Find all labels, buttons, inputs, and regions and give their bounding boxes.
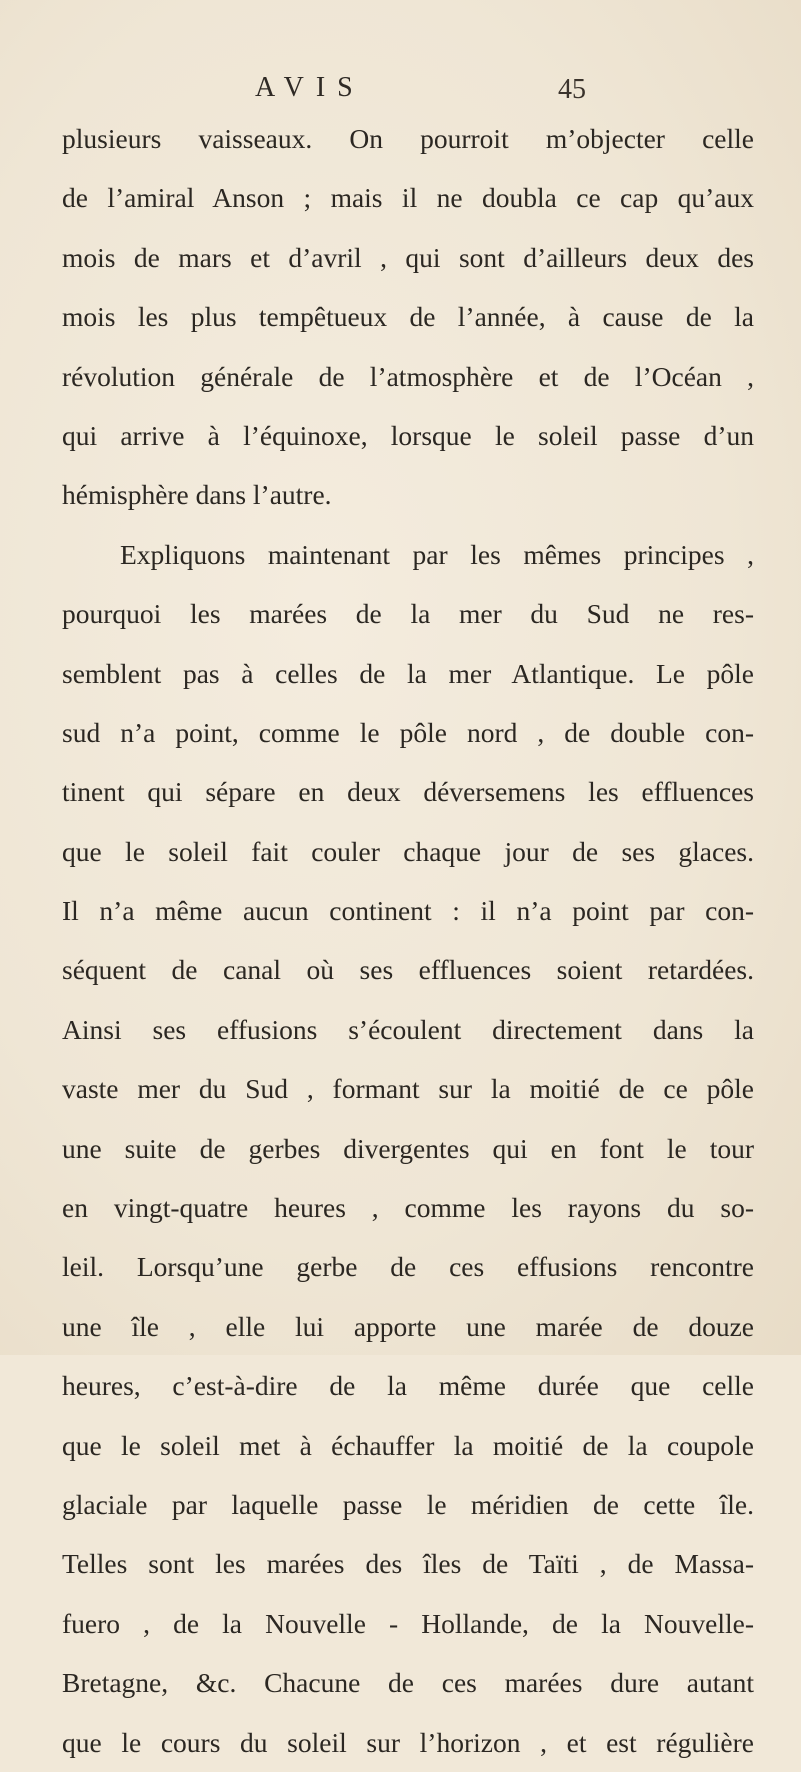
text-line: qui arrive à l’équinoxe, lorsque le soleil passe d’un xyxy=(62,419,754,451)
text-line: Expliquons maintenant par les mêmes principes , xyxy=(120,538,754,570)
text-line: pourquoi les marées de la mer du Sud ne res- xyxy=(62,598,754,630)
text-line: semblent pas à celles de la mer Atlantique. Le pôle xyxy=(62,657,754,689)
text-line: Telles sont les marées des îles de Taïti , de Massa- xyxy=(62,1548,754,1580)
text-line: vaste mer du Sud , formant sur la moitié de ce pôle xyxy=(62,1073,754,1105)
running-head: AVIS xyxy=(255,72,365,103)
text-line: hémisphère dans l’autre. xyxy=(62,479,332,511)
text-line: sud n’a point, comme le pôle nord , de double con- xyxy=(62,716,754,748)
text-line: leil. Lorsqu’une gerbe de ces effusions rencontre xyxy=(62,1251,754,1283)
text-line: fuero , de la Nouvelle - Hollande, de la Nouvelle- xyxy=(62,1607,754,1639)
text-line: que le cours du soleil sur l’horizon , et est régulière xyxy=(62,1726,754,1758)
body-text xyxy=(62,109,754,1772)
text-line: tinent qui sépare en deux déversemens les effluences xyxy=(62,776,754,808)
text-line: mois de mars et d’avril , qui sont d’ailleurs deux des xyxy=(62,241,754,273)
text-line: Il n’a même aucun continent : il n’a point par con- xyxy=(62,895,754,927)
text-line: que le soleil fait couler chaque jour de ses glaces. xyxy=(62,835,754,867)
text-line: que le soleil met à échauffer la moitié de la coupole xyxy=(62,1429,754,1461)
text-line: de l’amiral Anson ; mais il ne doubla ce cap qu’aux xyxy=(62,182,754,214)
text-line: mois les plus tempêtueux de l’année, à cause de la xyxy=(62,301,754,333)
text-line: révolution générale de l’atmosphère et de l’Océan , xyxy=(62,360,754,392)
text-line: Ainsi ses effusions s’écoulent directement dans la xyxy=(62,1013,754,1045)
text-line: une île , elle lui apporte une marée de douze xyxy=(62,1310,754,1342)
text-line: en vingt-quatre heures , comme les rayons du so- xyxy=(62,1192,754,1224)
text-line: plusieurs vaisseaux. On pourroit m’objecter celle xyxy=(62,123,754,154)
text-line: Bretagne, &c. Chacune de ces marées dure autant xyxy=(62,1667,754,1699)
text-line: une suite de gerbes divergentes qui en font le tour xyxy=(62,1132,754,1164)
page-number: 45 xyxy=(558,74,586,105)
text-line: glaciale par laquelle passe le méridien de cette île. xyxy=(62,1488,754,1520)
text-line: heures, c’est-à-dire de la même durée que celle xyxy=(62,1370,754,1402)
text-line: séquent de canal où ses effluences soient retardées. xyxy=(62,954,754,986)
